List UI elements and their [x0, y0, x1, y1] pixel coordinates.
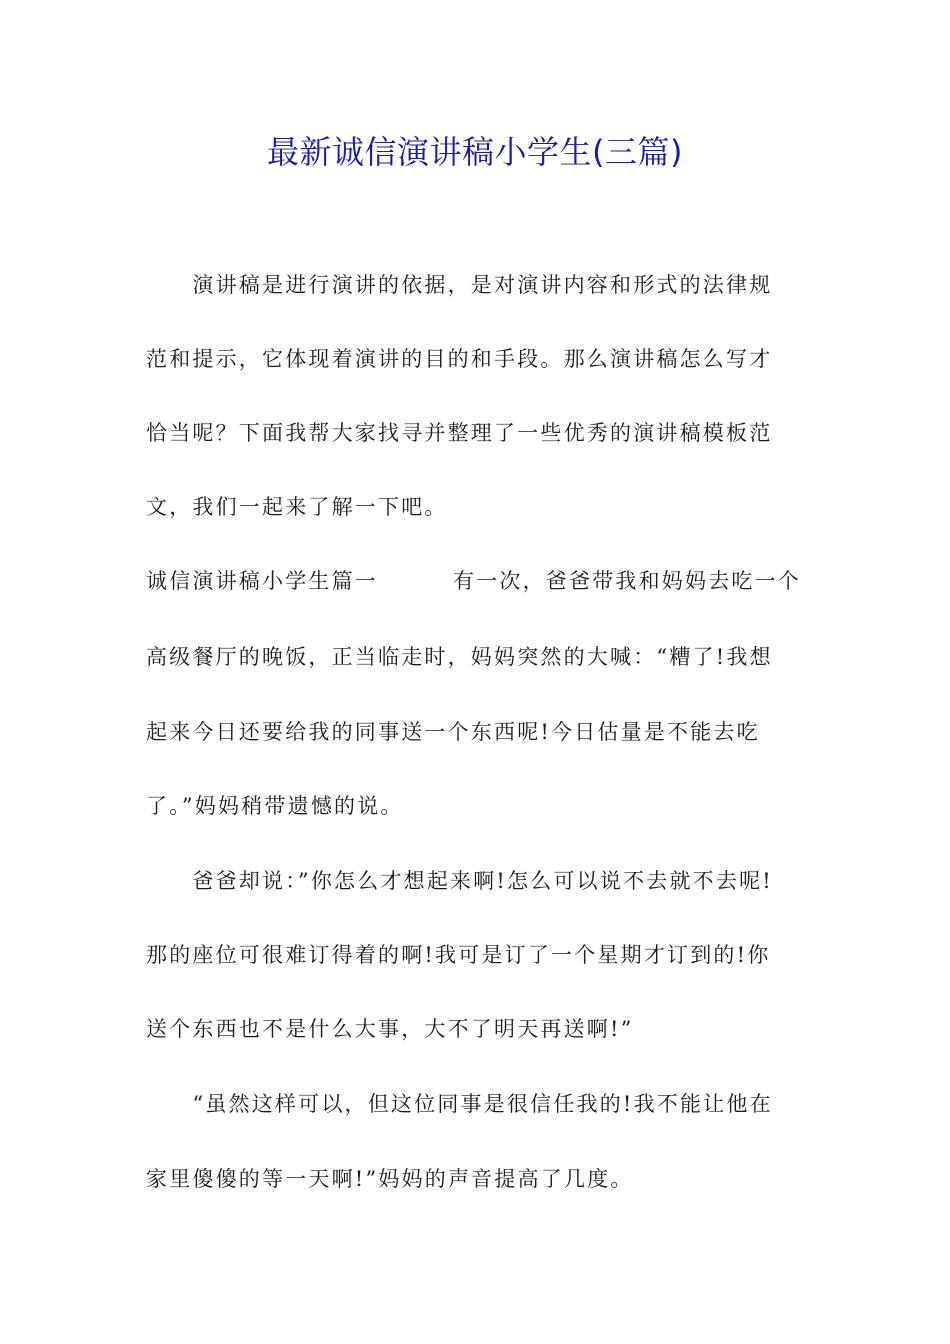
section-heading-line: [146, 561, 826, 601]
paragraph-line: 范和提示，它体现着演讲的目的和手段。那么演讲稿怎么写才: [146, 347, 773, 371]
paragraph-line: 了。”妈妈稍带遗憾的说。: [146, 794, 404, 818]
document-title: 最新诚信演讲稿小学生(三篇): [267, 133, 683, 171]
section-heading: 诚信演讲稿小学生篇一: [146, 569, 378, 593]
paragraph-line: 家里傻傻的等一天啊!”妈妈的声音提高了几度。: [146, 1167, 634, 1191]
section-first-text: 有一次，爸爸带我和妈妈去吃一个: [453, 569, 801, 593]
paragraph-line: 文，我们一起来了解一下吧。: [146, 495, 448, 519]
paragraph-line: 爸爸却说：”你怎么才想起来啊!怎么可以说不去就不去呢!: [146, 869, 773, 893]
paragraph-line: 恰当呢？下面我帮大家找寻并整理了一些优秀的演讲稿模板范: [146, 421, 773, 445]
paragraph-line: 送个东西也不是什么大事，大不了明天再送啊!”: [146, 1017, 634, 1041]
paragraph-line: 起来今日还要给我的同事送一个东西呢!今日估量是不能去吃: [146, 720, 760, 744]
paragraph-line: 演讲稿是进行演讲的依据，是对演讲内容和形式的法律规: [146, 273, 773, 297]
paragraph-line: 高级餐厅的晚饭，正当临走时，妈妈突然的大喊：“糟了!我想: [146, 645, 773, 669]
paragraph-line: “虽然这样可以，但这位同事是很信任我的!我不能让他在: [146, 1092, 773, 1116]
paragraph-line: 那的座位可很难订得着的啊!我可是订了一个星期才订到的!你: [146, 943, 771, 967]
